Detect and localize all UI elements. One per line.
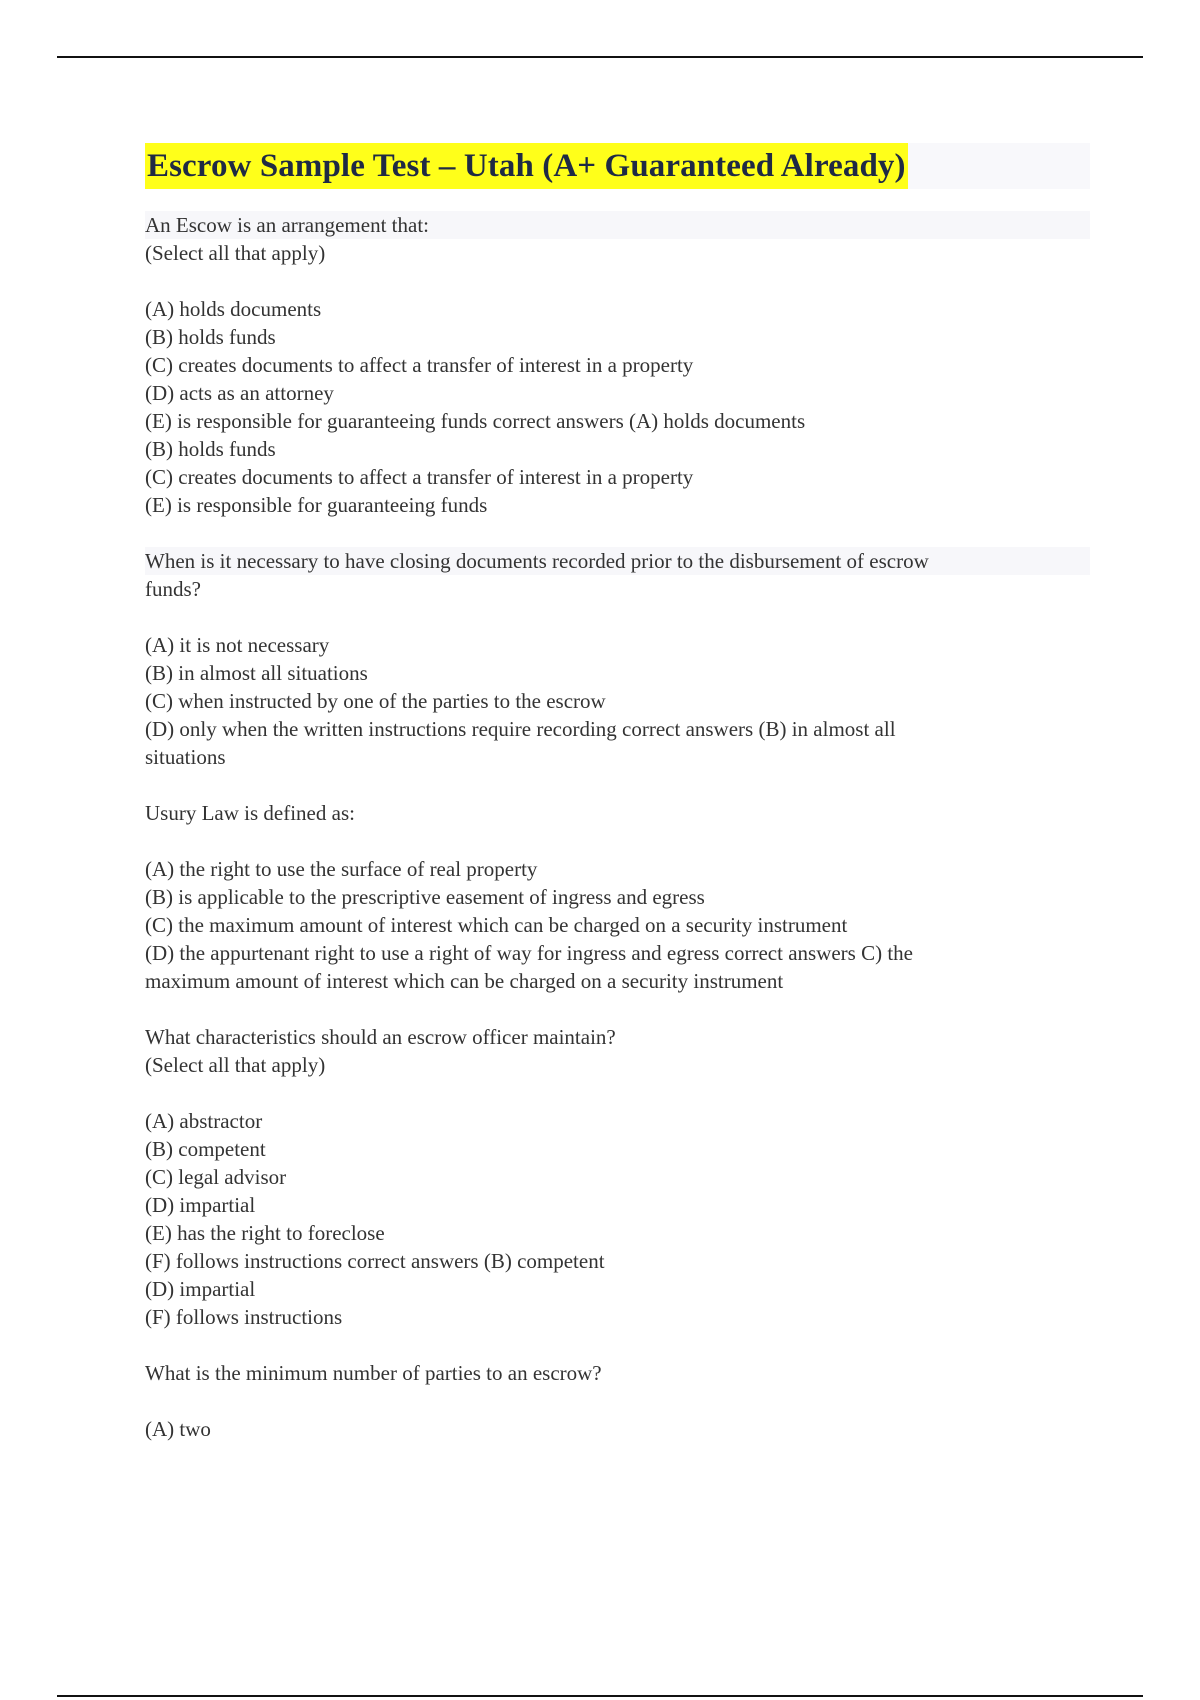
option-line: (B) is applicable to the prescriptive easement of ingress and egress <box>145 885 705 909</box>
option-line: (D) impartial <box>145 1277 256 1301</box>
question-2-prompt <box>145 547 1090 603</box>
question-3-prompt <box>145 799 1090 827</box>
question-4-prompt <box>145 1023 1090 1079</box>
option-line: (C) the maximum amount of interest which can be charged on a security instrument <box>145 913 848 937</box>
option-line: (A) it is not necessary <box>145 633 330 657</box>
option-line: (B) competent <box>145 1137 266 1161</box>
question-5-options <box>145 1415 1090 1443</box>
option-line: (B) holds funds <box>145 325 276 349</box>
question-line: funds? <box>145 577 201 601</box>
option-line: (B) holds funds <box>145 437 276 461</box>
title-band <box>145 143 1090 189</box>
question-2-options <box>145 631 1090 771</box>
option-line: (D) acts as an attorney <box>145 381 334 405</box>
question-line: An Escow is an arrangement that: <box>145 211 1090 239</box>
question-line: What characteristics should an escrow officer maintain? <box>145 1025 616 1049</box>
option-line: situations <box>145 745 226 769</box>
option-line: (F) follows instructions correct answers (B) competent <box>145 1249 605 1273</box>
option-line: (C) creates documents to affect a transfer of interest in a property <box>145 465 694 489</box>
option-line: (E) is responsible for guaranteeing funds <box>145 493 488 517</box>
document-body <box>145 211 1090 1443</box>
question-line: What is the minimum number of parties to an escrow? <box>145 1361 602 1385</box>
option-line: (A) holds documents <box>145 297 322 321</box>
top-rule <box>57 56 1143 58</box>
question-line: Usury Law is defined as: <box>145 801 355 825</box>
option-line: (A) two <box>145 1417 211 1441</box>
question-4-options <box>145 1107 1090 1331</box>
option-line: (F) follows instructions <box>145 1305 343 1329</box>
question-3-options <box>145 855 1090 995</box>
question-1-options <box>145 295 1090 519</box>
option-line: (E) has the right to foreclose <box>145 1221 385 1245</box>
question-line: When is it necessary to have closing documents recorded prior to the disbursement of escrow <box>145 547 1090 575</box>
document-title: Escrow Sample Test – Utah (A+ Guaranteed Already) <box>145 143 908 189</box>
option-line: (C) creates documents to affect a transfer of interest in a property <box>145 353 694 377</box>
option-line: (D) impartial <box>145 1193 256 1217</box>
option-line: (A) abstractor <box>145 1109 263 1133</box>
bottom-rule <box>57 1695 1143 1697</box>
question-5-prompt <box>145 1359 1090 1387</box>
option-line: (C) when instructed by one of the parties to the escrow <box>145 689 606 713</box>
option-line: (C) legal advisor <box>145 1165 287 1189</box>
question-line: (Select all that apply) <box>145 241 326 265</box>
option-line: (A) the right to use the surface of real property <box>145 857 538 881</box>
option-line: maximum amount of interest which can be charged on a security instrument <box>145 969 784 993</box>
document-page <box>145 143 1090 1471</box>
option-line: (E) is responsible for guaranteeing funds correct answers (A) holds documents <box>145 409 806 433</box>
question-line: (Select all that apply) <box>145 1053 326 1077</box>
question-1-prompt <box>145 211 1090 267</box>
option-line: (B) in almost all situations <box>145 661 368 685</box>
option-line: (D) only when the written instructions require recording correct answers (B) in almost all <box>145 717 896 741</box>
option-line: (D) the appurtenant right to use a right of way for ingress and egress correct answers C) the <box>145 941 913 965</box>
